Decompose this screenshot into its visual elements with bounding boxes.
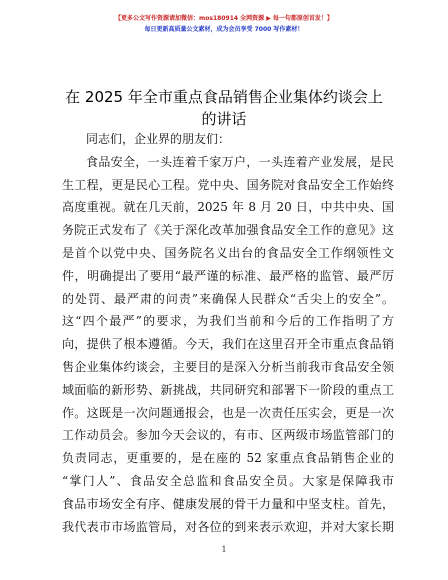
paragraph-line: 售企业集体约谈会，主要目的是深入分析当前我市食品安全领 (62, 359, 394, 374)
paragraph-line: 向，提供了根本遵循。今天，我们在这里召开全市重点食品销 (62, 337, 394, 352)
paragraph-line: 域面临的新形势、新挑战，共同研究和部署下一阶段的重点工 (62, 382, 394, 397)
page-number: 1 (221, 545, 227, 554)
promo-banner (0, 13, 448, 35)
document-title: 在 2025 年全市重点食品销售企业集体约谈会上的讲话 (65, 88, 383, 128)
paragraph-line: 高度重视。就在几天前，2025 年 8 月 20 日，中共中央、国 (62, 200, 394, 215)
document-body (62, 128, 394, 538)
promo-banner-line-1: 【更多公文写作资源请加微信：mos180914 全网资源 ▶ 每一句都原创首发！】 (115, 15, 333, 22)
paragraph-line: 作。这既是一次问题通报会，也是一次责任压实会，更是一次 (62, 405, 394, 420)
paragraph-line: “掌门人”、食品安全总监和食品安全员。大家是保障我市 (62, 473, 394, 488)
promo-banner-line-2: 每日更新高质量公文素材，成为会员享受 7000 写作素材！ (144, 26, 304, 33)
salutation: 同志们，企业界的朋友们： (86, 132, 231, 146)
paragraph-line: 是首个以党中央、国务院名义出台的食品安全工作纲领性文 (62, 245, 394, 260)
paragraph-line: 负责同志，更重要的，是在座的 52 家重点食品销售企业的 (62, 451, 394, 466)
paragraph-line: 件，明确提出了要用“最严谨的标准、最严格的监管、最严厉 (62, 268, 394, 283)
paragraph-line: 工作动员会。参加今天会议的，有市、区两级市场监管部门的 (62, 428, 394, 443)
paragraph-line: 生工程，更是民心工程。党中央、国务院对食品安全工作始终 (62, 177, 394, 192)
paragraph-line: 的处罚、最严肃的问责”来确保人民群众“舌尖上的安全”。 (62, 291, 394, 306)
paragraph-line: 这“四个最严”的要求，为我们当前和今后的工作指明了方 (62, 314, 394, 329)
paragraph-line: 食品安全，一头连着千家万户，一头连着产业发展，是民 (86, 154, 394, 169)
paragraph-line: 我代表市市场监管局，对各位的到来表示欢迎，并对大家长期 (62, 519, 394, 534)
paragraph-line: 务院正式发布了《关于深化改革加强食品安全工作的意见》这 (62, 223, 394, 238)
paragraph-line: 食品市场安全有序、健康发展的骨干力量和中坚支柱。首先， (62, 496, 394, 511)
